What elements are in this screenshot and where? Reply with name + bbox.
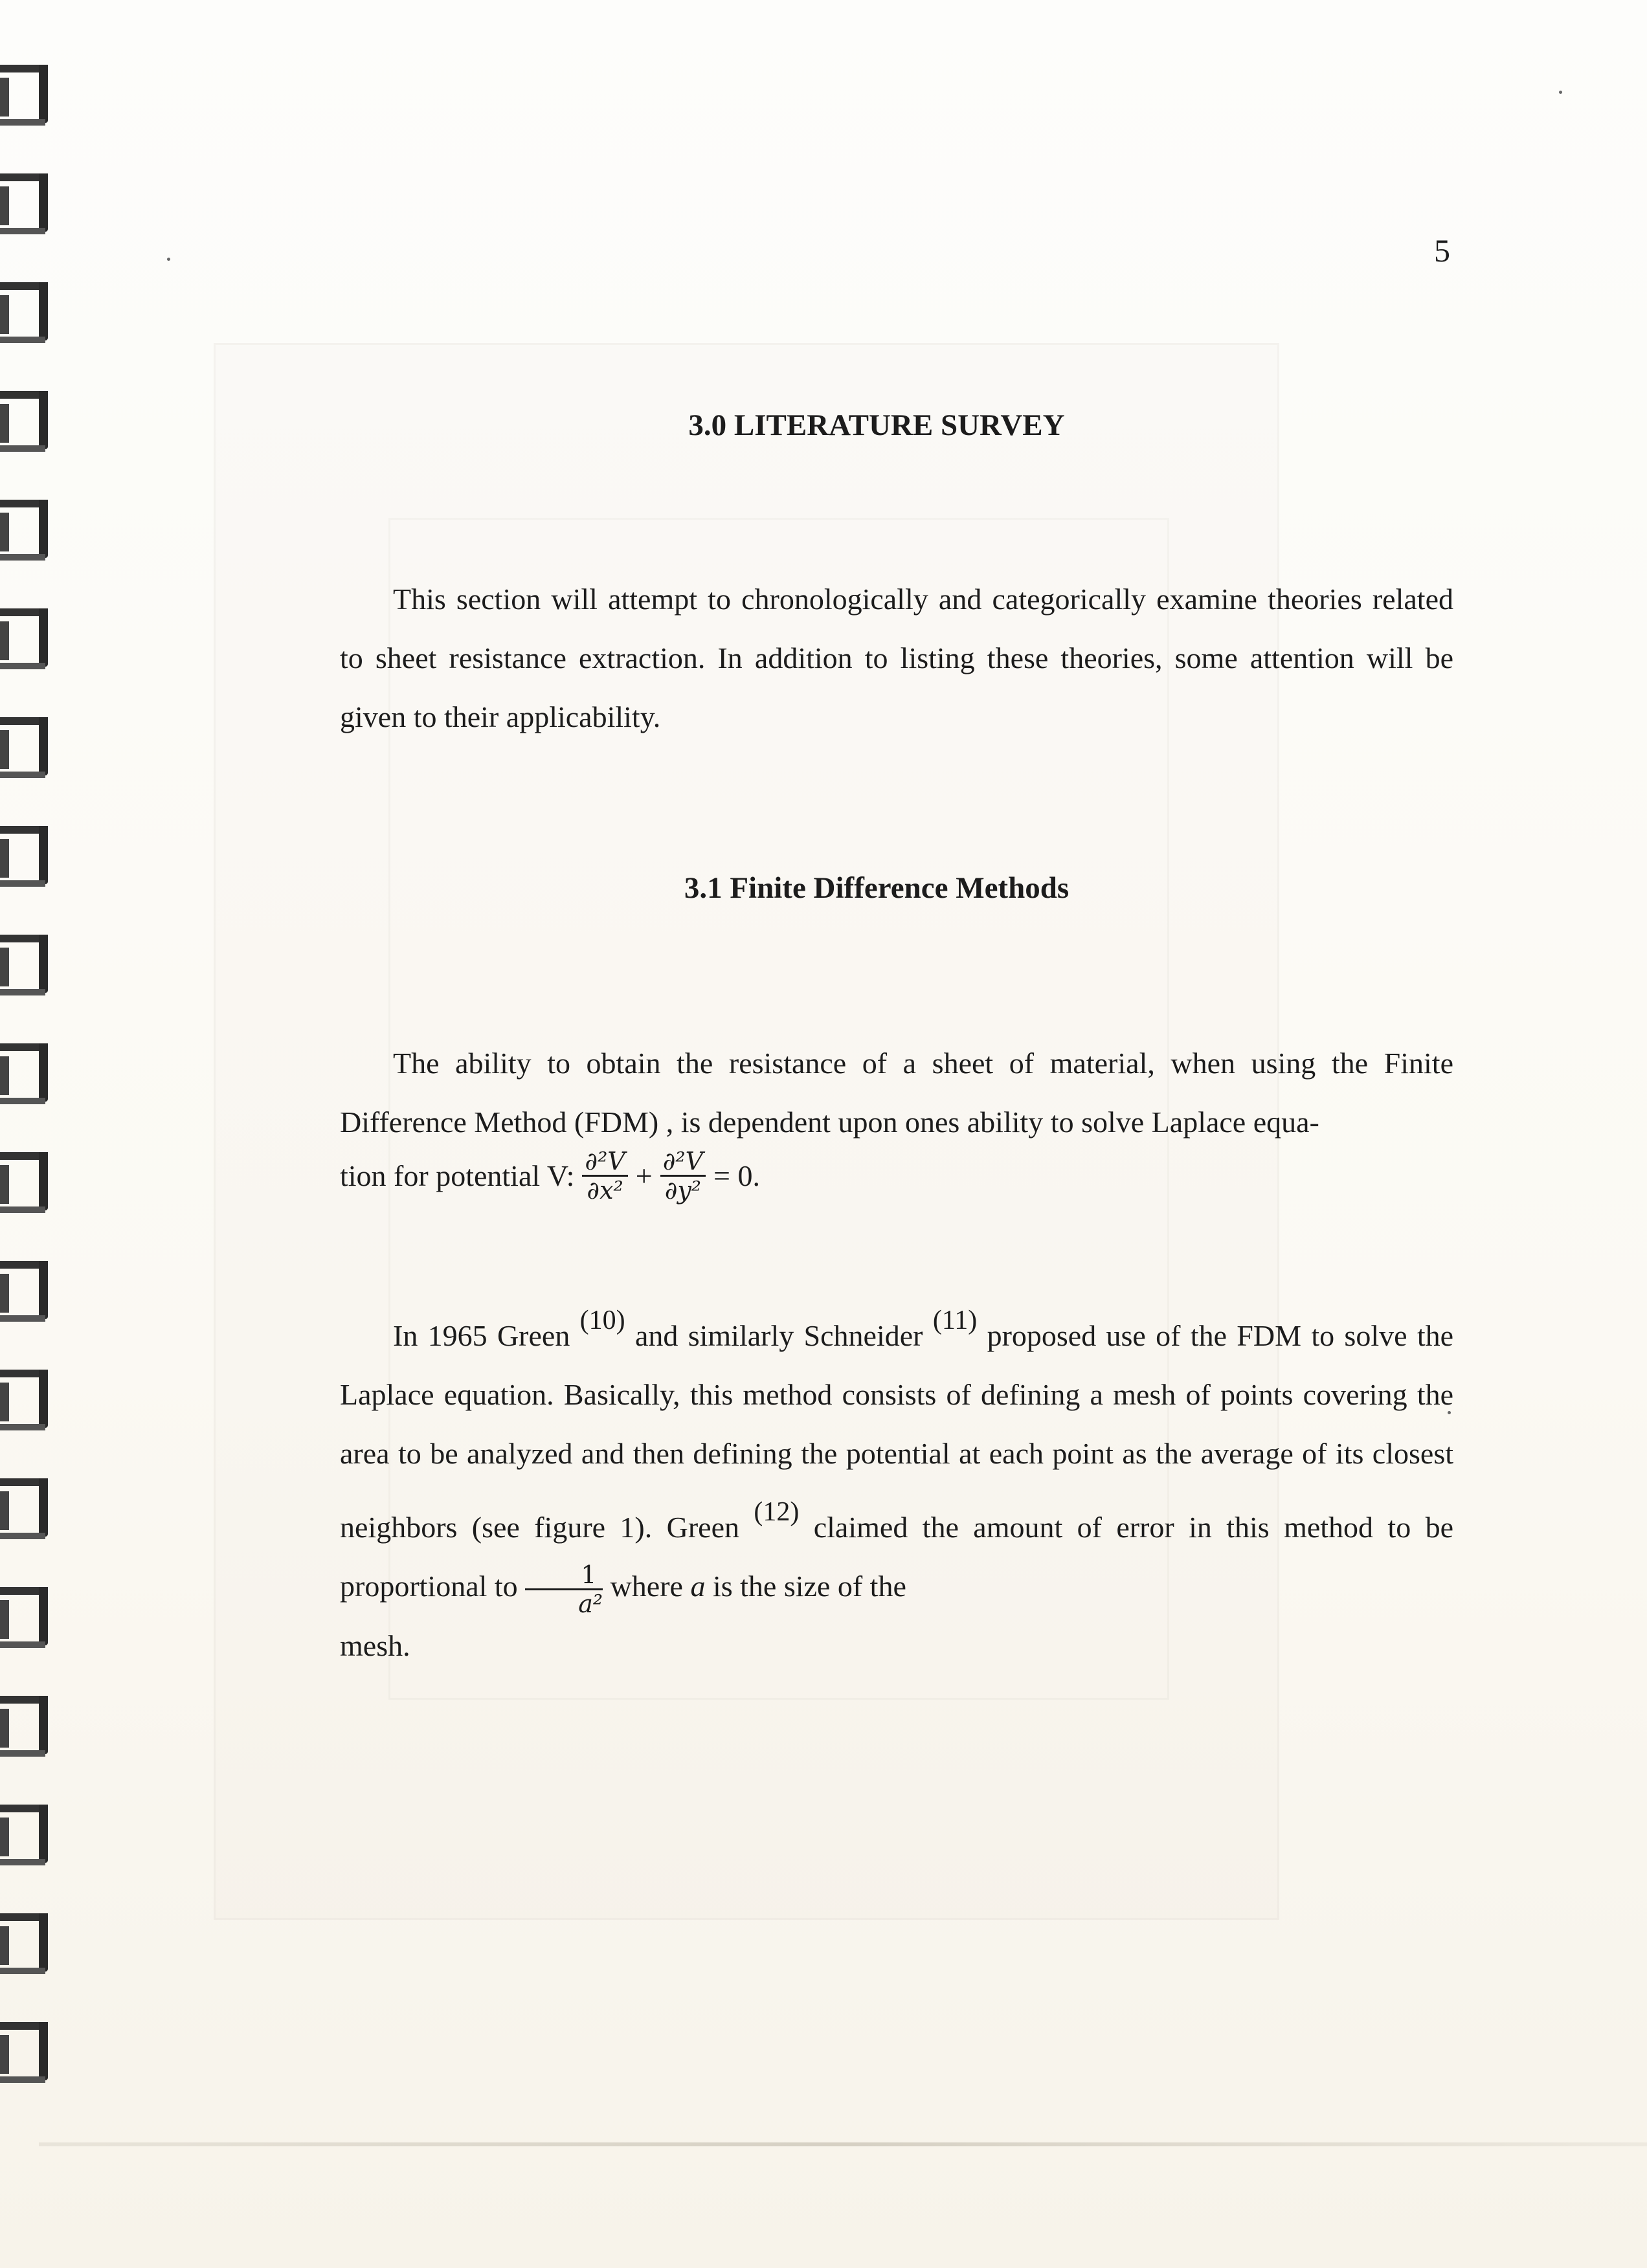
binding-ring-part [0, 228, 45, 234]
binding-ring-part [0, 186, 9, 225]
scan-speck [167, 258, 170, 261]
binding-ring [0, 173, 50, 245]
variable-a: a [690, 1570, 706, 1603]
fdm-paragraph: The ability to obtain the resistance of a sheet of material, when using the Finite Difference Method (FDM) , is dependent upon ones ability to solve Laplace equa- [340, 1047, 1453, 1139]
laplace-equation-line [340, 1149, 760, 1203]
binding-ring-part [39, 65, 48, 123]
binding-ring-part [39, 1587, 48, 1645]
binding-ring-part [0, 1968, 45, 1974]
binding-ring-part [0, 1926, 9, 1965]
binding-ring-part [39, 500, 48, 558]
fraction-numerator: ∂²V [582, 1149, 627, 1177]
fraction-denominator: ∂x² [587, 1176, 623, 1205]
fraction-denominator: a² [578, 1589, 603, 1618]
binding-ring [0, 1478, 50, 1550]
binding-ring [0, 1805, 50, 1876]
binding-ring [0, 1261, 50, 1332]
binding-ring [0, 1152, 50, 1223]
binding-ring-part [39, 1805, 48, 1863]
binding-ring-part [39, 826, 48, 884]
binding-ring-part [0, 1533, 45, 1539]
text-span: In 1965 Green [393, 1319, 570, 1352]
binding-ring [0, 500, 50, 571]
binding-ring-part [39, 1370, 48, 1428]
binding-ring-part [0, 730, 9, 769]
binding-ring-part [0, 1383, 9, 1421]
binding-ring-part [0, 1750, 45, 1757]
binding-ring-part [0, 1165, 9, 1204]
binding-ring [0, 826, 50, 897]
binding-ring-part [39, 1913, 48, 1972]
binding-ring-part [0, 772, 45, 778]
binding-ring-part [39, 1696, 48, 1754]
binding-ring [0, 65, 50, 136]
fraction-numerator: 1 [525, 1562, 603, 1590]
binding-ring [0, 1370, 50, 1441]
text-span: claimed the [813, 1511, 959, 1544]
binding-ring-part [0, 1641, 45, 1648]
binding-ring-part [0, 621, 9, 660]
binding-ring [0, 1696, 50, 1767]
equation-tail: = 0. [713, 1159, 760, 1192]
binding-ring [0, 391, 50, 462]
binding-ring-part [0, 1424, 45, 1430]
binding-ring [0, 935, 50, 1006]
binding-ring [0, 608, 50, 680]
binding-ring-part [0, 1491, 9, 1530]
binding-ring-part [0, 1056, 9, 1095]
binding-ring-part [39, 1478, 48, 1537]
text-span: amount of error in this method to be proportional to [340, 1511, 1453, 1603]
binding-ring-part [0, 119, 45, 126]
intro-paragraph: This section will attempt to chronologically and categorically examine theories related to sheet resistance extraction. In addition to listing these theories, some attention will be given to their applicability. [340, 583, 1453, 733]
plus-sign: + [635, 1159, 653, 1192]
text-span: proposed use of the FDM to solve the Laplace equation. Basically, this method consists of defining a mesh of points covering the area to be analyzed and then defining the potential at each point as the average of its closest neighbors (see figure 1). Green [340, 1319, 1454, 1544]
binding-ring-part [39, 282, 48, 340]
green-paragraph [340, 1291, 1453, 1675]
binding-ring-part [0, 295, 9, 334]
binding-ring-part [0, 1098, 45, 1104]
binding-ring-part [0, 1709, 9, 1748]
binding-ring-part [0, 2035, 9, 2074]
binding-ring [0, 2022, 50, 2093]
binding-ring-part [0, 513, 9, 551]
binding-ring-part [39, 608, 48, 667]
fraction-d2v-dy2 [660, 1149, 706, 1203]
binding-ring [0, 282, 50, 353]
fraction-one-over-a-squared [525, 1562, 603, 1616]
last-word: mesh. [340, 1629, 410, 1662]
scan-speck [1559, 91, 1562, 94]
binding-ring-part [0, 554, 45, 561]
binding-ring-part [0, 948, 9, 986]
binding-ring-part [39, 935, 48, 993]
binding-ring-part [39, 1261, 48, 1319]
spiral-binding [0, 52, 65, 2123]
reference-marker: (11) [932, 1306, 978, 1335]
binding-ring-part [0, 1600, 9, 1639]
binding-ring-part [0, 404, 9, 443]
binding-ring-part [0, 1859, 45, 1865]
binding-ring-part [0, 2076, 45, 2083]
fraction-numerator: ∂²V [660, 1149, 706, 1177]
reference-marker: (10) [579, 1306, 625, 1335]
binding-ring-part [0, 1818, 9, 1856]
sub-heading: 3.1 Finite Difference Methods [684, 871, 1070, 905]
binding-ring-part [0, 1206, 45, 1213]
binding-ring-part [0, 1274, 9, 1313]
page-bottom-edge [39, 2142, 1647, 2146]
binding-ring [0, 1043, 50, 1115]
binding-ring-part [0, 78, 9, 117]
fraction-denominator: ∂y² [664, 1176, 702, 1205]
page-number: 5 [1434, 232, 1450, 269]
main-heading: 3.0 LITERATURE SURVEY [688, 408, 1065, 442]
scan-speck [1448, 1411, 1451, 1414]
binding-ring-part [39, 1152, 48, 1210]
text-span: is the size of the [712, 1570, 906, 1603]
equation-lead-text: tion for potential V: [340, 1159, 575, 1192]
binding-ring-part [0, 445, 45, 452]
binding-ring-part [0, 989, 45, 995]
binding-ring-part [0, 337, 45, 343]
fraction-d2v-dx2 [582, 1149, 627, 1203]
binding-ring [0, 1587, 50, 1658]
binding-ring-part [39, 173, 48, 232]
binding-ring-part [0, 1315, 45, 1322]
reference-marker: (12) [754, 1497, 800, 1527]
text-span: where [610, 1570, 683, 1603]
binding-ring-part [0, 880, 45, 887]
binding-ring-part [39, 717, 48, 775]
binding-ring-part [0, 839, 9, 878]
text-span: and similarly Schneider [634, 1319, 923, 1352]
binding-ring-part [39, 1043, 48, 1102]
binding-ring [0, 1913, 50, 1984]
binding-ring-part [0, 663, 45, 669]
binding-ring-part [39, 391, 48, 449]
binding-ring-part [39, 2022, 48, 2080]
binding-ring [0, 717, 50, 788]
